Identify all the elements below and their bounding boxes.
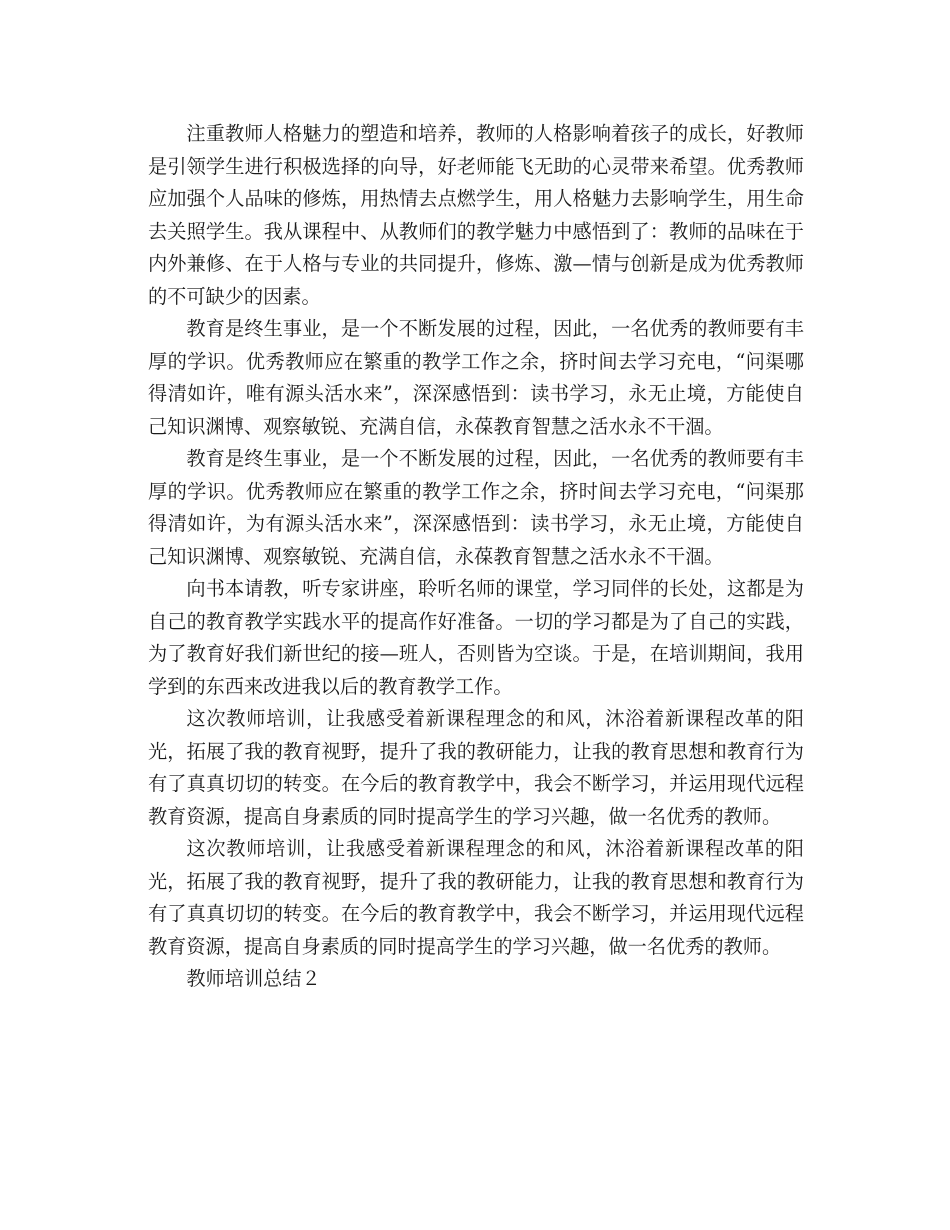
document-body [148, 118, 804, 996]
paragraph-lifelong-learning-1: 教育是终生事业，是一个不断发展的过程，因此，一名优秀的教师要有丰厚的学识。优秀教师应在繁重的教学工作之余，挤时间去学习充电，“问渠哪得清如许，唯有源头活水来”，深深感悟到：读书学习，永无止境，方能使自己知识渊博、观察敏锐、充满自信，永葆教育智慧之活水永不干涸。 [148, 317, 804, 438]
paragraph-training-summary-1: 这次教师培训，让我感受着新课程理念的和风，沐浴着新课程改革的阳光，拓展了我的教育视野，提升了我的教研能力，让我的教育思想和教育行为有了真真切切的转变。在今后的教育教学中，我会不断学习，并运用现代远程教育资源，提高自身素质的同时提高学生的学习兴趣，做一名优秀的教师。 [148, 707, 804, 828]
section-title: 教师培训总结２ [186, 967, 321, 990]
paragraph-learn-from-books: 向书本请教，听专家讲座，聆听名师的课堂，学习同伴的长处，这都是为自己的教育教学实践水平的提高作好准备。一切的学习都是为了自己的实践，为了教育好我们新世纪的接—班人，否则皆为空谈。于是，在培训期间，我用学到的东西来改进我以后的教育教学工作。 [148, 577, 804, 698]
paragraph-lifelong-learning-2: 教育是终生事业，是一个不断发展的过程，因此，一名优秀的教师要有丰厚的学识。优秀教师应在繁重的教学工作之余，挤时间去学习充电，“问渠那得清如许，为有源头活水来”，深深感悟到：读书学习，永无止境，方能使自己知识渊博、观察敏锐、充满自信，永葆教育智慧之活水永不干涸。 [148, 447, 804, 568]
paragraph-training-summary-2: 这次教师培训，让我感受着新课程理念的和风，沐浴着新课程改革的阳光，拓展了我的教育视野，提升了我的教研能力，让我的教育思想和教育行为有了真真切切的转变。在今后的教育教学中，我会不断学习，并运用现代远程教育资源，提高自身素质的同时提高学生的学习兴趣，做一名优秀的教师。 [148, 837, 804, 958]
paragraph-teacher-charisma: 注重教师人格魅力的塑造和培养，教师的人格影响着孩子的成长，好教师是引领学生进行积极选择的向导，好老师能飞无助的心灵带来希望。优秀教师应加强个人品味的修炼，用热情去点燃学生，用人格魅力去影响学生，用生命去关照学生。我从课程中、从教师们的教学魅力中感悟到了：教师的品味在于内外兼修、在于人格与专业的共同提升，修炼、激—情与创新是成为优秀教师的不可缺少的因素。 [148, 122, 804, 308]
